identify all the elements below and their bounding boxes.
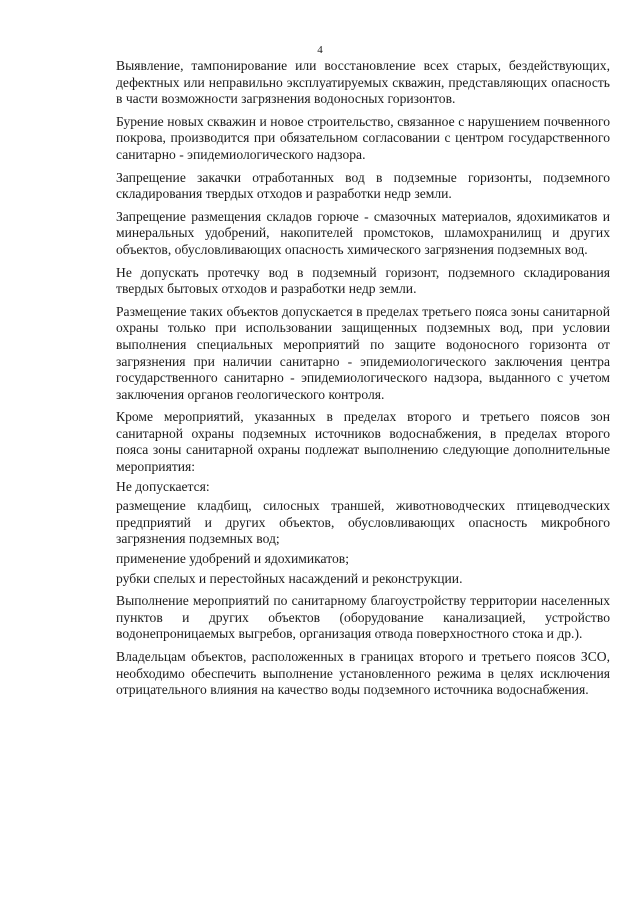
page-number: 4 [317,44,323,56]
document-body [116,58,610,699]
paragraph-second-belt-measures: Кроме мероприятий, указанных в пределах второго и третьего поясов зон санитарной охраны подземных источников водоснабжения, в пределах второго пояса зоны санитарной охраны подлежат выполнению следующие дополнительные мероприятия: [116,409,610,475]
paragraph-wells: Выявление, тампонирование или восстановление всех старых, бездействующих, дефектных или неправильно эксплуатируемых скважин, представляющих опасность в части возможности загрязнения водоносных горизонтов. [116,58,610,107]
paragraph-owners: Владельцам объектов, расположенных в границах второго и третьего поясов ЗСО, необходимо обеспечить выполнение установленного режима в целях исключения отрицательного влияния на качество воды подземного источника водоснабжения. [116,649,610,698]
paragraph-drilling: Бурение новых скважин и новое строительство, связанное с нарушением почвенного покрова, производится при обязательном согласовании с центром государственного санитарно - эпидемиологического надзора. [116,113,610,162]
list-item-cemeteries: размещение кладбищ, силосных траншей, животноводческих птицеводческих предприятий и других объектов, обусловливающих опасность микробного загрязнения подземных вод; [116,498,610,547]
paragraph-third-belt: Размещение таких объектов допускается в пределах третьего пояса зоны санитарной охраны только при использовании защищенных подземных вод, при условии выполнения специальных мероприятий по защите водоносного горизонта от загрязнения при наличии санитарно - эпидемиологического заключения центра государственного санитарно - эпидемиологического надзора, выданного с учетом заключения органов геологического контроля. [116,303,610,402]
list-item-logging: рубки спелых и перестойных насаждений и реконструкции. [116,570,463,586]
paragraph-not-allowed-heading: Не допускается: [116,478,210,494]
paragraph-sanitation: Выполнение мероприятий по санитарному благоустройству территории населенных пунктов и других объектов (оборудование канализацией, устройство водонепроницаемых выгребов, организация отвода поверхностного стока и др.). [116,593,610,642]
paragraph-leakage: Не допускать протечку вод в подземный горизонт, подземного складирования твердых бытовых отходов и разработки недр земли. [116,264,610,297]
list-item-fertilizers: применение удобрений и ядохимикатов; [116,551,349,567]
paragraph-injection-ban: Запрещение закачки отработанных вод в подземные горизонты, подземного складирования твердых отходов и разработки недр земли. [116,169,610,202]
paragraph-storage-ban: Запрещение размещения складов горюче - смазочных материалов, ядохимикатов и минеральных удобрений, накопителей промстоков, шламохранилищ и других объектов, обусловливающих опасность химического загрязнения подземных вод. [116,208,610,257]
